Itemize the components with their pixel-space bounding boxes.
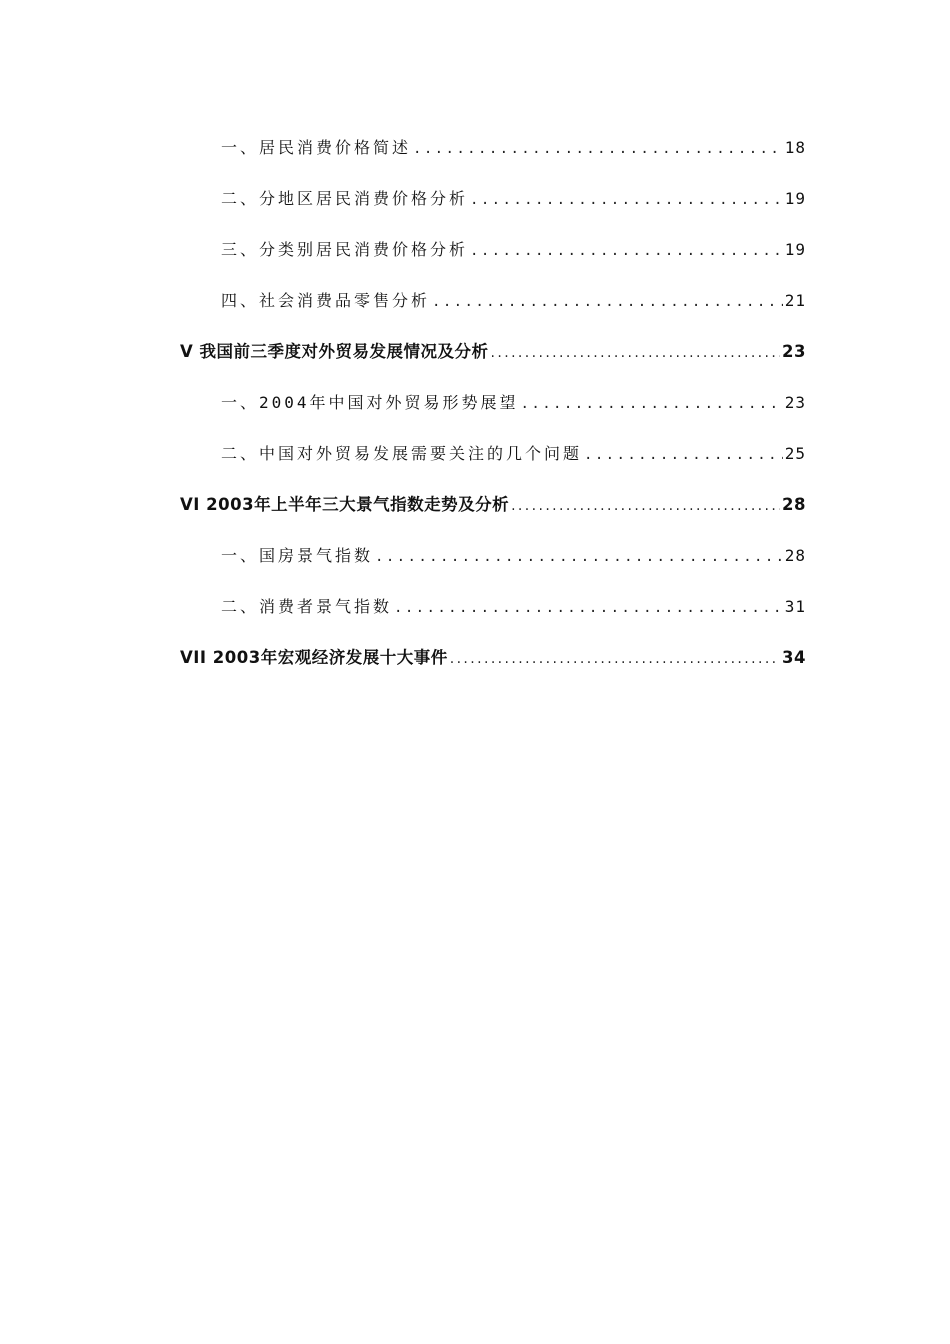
table-of-contents xyxy=(180,130,806,691)
toc-chapter-title: VI 2003年上半年三大景气指数走势及分析 xyxy=(180,495,510,514)
toc-page-number: 28 xyxy=(784,546,806,565)
toc-page-number: 31 xyxy=(784,597,806,616)
toc-entry-title: 三、分类别居民消费价格分析 xyxy=(221,240,469,259)
toc-entry-title: 二、消费者景气指数 xyxy=(221,597,393,616)
toc-leader-dots xyxy=(470,233,783,269)
toc-leader-dots xyxy=(375,539,783,575)
toc-page-number: 23 xyxy=(784,393,806,412)
toc-leader-dots xyxy=(584,437,783,473)
toc-page-number: 19 xyxy=(784,189,806,208)
toc-chapter-title: VII 2003年宏观经济发展十大事件 xyxy=(180,648,448,667)
toc-entry-title: 二、中国对外贸易发展需要关注的几个问题 xyxy=(221,444,583,463)
toc-chapter-entry[interactable] xyxy=(180,640,806,691)
toc-entry[interactable] xyxy=(180,589,806,640)
toc-leader-dots xyxy=(413,131,783,167)
toc-entry[interactable] xyxy=(180,232,806,283)
toc-entry[interactable] xyxy=(180,538,806,589)
toc-page-number: 23 xyxy=(782,342,806,361)
toc-entry-title: 一、国房景气指数 xyxy=(221,546,374,565)
toc-leader-dots xyxy=(450,641,780,677)
toc-entry[interactable] xyxy=(180,283,806,334)
toc-entry-title: 一、居民消费价格简述 xyxy=(221,138,412,157)
toc-entry[interactable] xyxy=(180,385,806,436)
toc-entry[interactable] xyxy=(180,130,806,181)
toc-leader-dots xyxy=(432,284,783,320)
toc-chapter-title: V 我国前三季度对外贸易发展情况及分析 xyxy=(180,342,489,361)
toc-page-number: 34 xyxy=(782,648,806,667)
toc-page-number: 25 xyxy=(784,444,806,463)
toc-leader-dots xyxy=(470,182,783,218)
toc-page-number: 18 xyxy=(784,138,806,157)
toc-leader-dots xyxy=(491,335,781,371)
toc-entry-title: 四、社会消费品零售分析 xyxy=(221,291,431,310)
toc-chapter-entry[interactable] xyxy=(180,334,806,385)
toc-chapter-entry[interactable] xyxy=(180,487,806,538)
toc-entry-title: 一、2004年中国对外贸易形势展望 xyxy=(221,393,519,412)
toc-entry[interactable] xyxy=(180,181,806,232)
toc-leader-dots xyxy=(394,590,783,626)
toc-leader-dots xyxy=(521,386,783,422)
toc-leader-dots xyxy=(511,488,780,524)
toc-entry[interactable] xyxy=(180,436,806,487)
toc-entry-title: 二、分地区居民消费价格分析 xyxy=(221,189,469,208)
toc-page-number: 28 xyxy=(782,495,806,514)
toc-page-number: 21 xyxy=(784,291,806,310)
toc-page-number: 19 xyxy=(784,240,806,259)
